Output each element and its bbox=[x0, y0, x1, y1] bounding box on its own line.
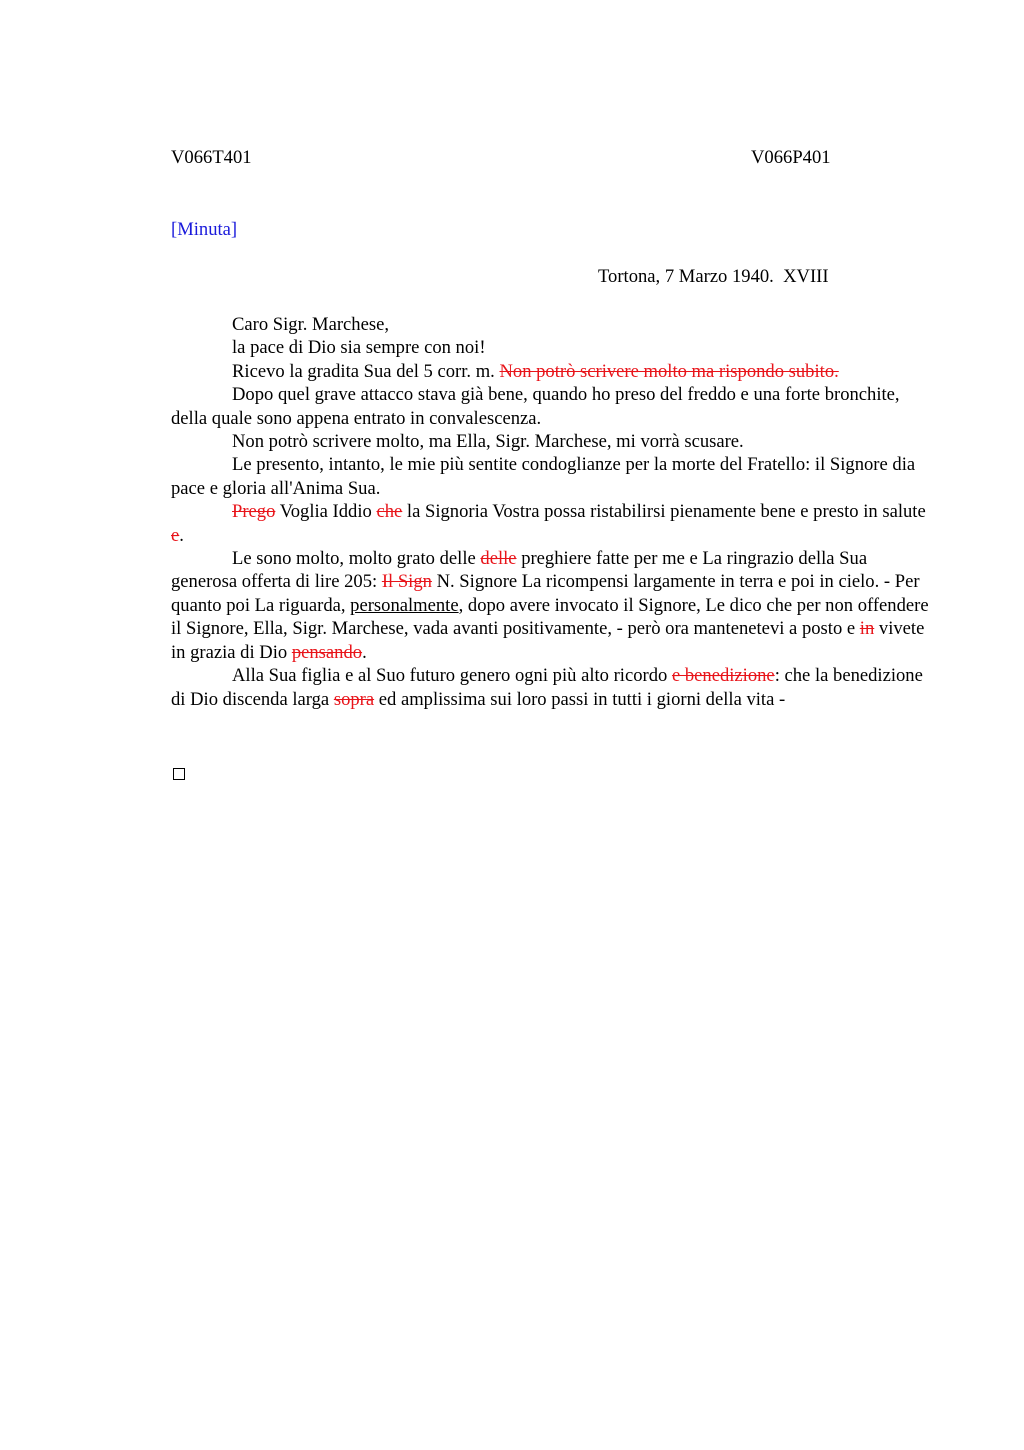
minuta-label: [Minuta] bbox=[171, 219, 238, 240]
text-segment: : che la benedizione di Dio discenda larga bbox=[171, 665, 923, 710]
deleted-text: Il Sign bbox=[381, 571, 432, 593]
text-segment: ed amplissima sui loro passi in tutti i giorni della vita - bbox=[374, 688, 786, 710]
paragraph-7 bbox=[171, 664, 931, 711]
salutation: Caro Sigr. Marchese, bbox=[232, 314, 389, 335]
deleted-text: e benedizione bbox=[671, 665, 775, 687]
text-segment: . bbox=[362, 641, 367, 663]
paragraph-2: Dopo quel grave attacco stava già bene, quando ho preso del freddo e una forte bronchite, della quale sono appena entrato in convalescenza. bbox=[171, 384, 900, 429]
letter-body bbox=[171, 313, 931, 711]
greeting: la pace di Dio sia sempre con noi! bbox=[232, 337, 486, 359]
text-segment: preghiere fatte per me e La ringrazio della Sua generosa offerta di lire 205: bbox=[171, 548, 868, 593]
place-date-line: Tortona, 7 Marzo 1940. XVIII bbox=[598, 266, 829, 287]
paragraph-5 bbox=[171, 500, 931, 547]
deleted-text: che bbox=[376, 501, 403, 523]
document-code-left: V066T401 bbox=[171, 147, 252, 168]
empty-square-icon bbox=[173, 768, 185, 780]
paragraph-6 bbox=[171, 547, 931, 664]
deleted-text: delle bbox=[480, 548, 517, 570]
deleted-text: pensando bbox=[291, 641, 363, 663]
document-code-right: V066P401 bbox=[751, 147, 831, 168]
text-segment: , dopo avere invocato il Signore, Le dico che per non offendere il Signore, Ella, Sigr. Marchese, vada avanti positivamente, - però ora mantenetevi a posto e bbox=[171, 594, 929, 640]
text-segment: Ricevo la gradita Sua del 5 corr. m. bbox=[232, 360, 500, 382]
text-segment: N. Signore La ricompensi largamente in terra e poi in cielo. - Per quanto poi La riguarda, bbox=[171, 571, 920, 616]
underlined-text: personalmente bbox=[350, 594, 459, 616]
paragraph-3: Non potrò scrivere molto, ma Ella, Sigr. Marchese, mi vorrà scusare. bbox=[232, 431, 744, 453]
deleted-text: e bbox=[171, 524, 180, 546]
deleted-text: Non potrò scrivere molto ma rispondo subito. bbox=[499, 360, 839, 382]
deleted-text: Prego bbox=[232, 501, 276, 523]
text-segment: vivete in grazia di Dio bbox=[171, 618, 925, 663]
text-segment: Voglia Iddio bbox=[275, 501, 377, 523]
deleted-text: sopra bbox=[333, 688, 375, 710]
text-segment: . bbox=[179, 524, 184, 546]
paragraph-1 bbox=[171, 360, 931, 383]
deleted-text: in bbox=[859, 618, 875, 640]
paragraph-4: Le presento, intanto, le mie più sentite condoglianze per la morte del Fratello: il Signore dia pace e gloria all'Anima Sua. bbox=[171, 454, 916, 499]
text-segment: Alla Sua figlia e al Suo futuro genero ogni più alto ricordo bbox=[232, 665, 672, 687]
text-segment: la Signoria Vostra possa ristabilirsi pienamente bene e presto in salute bbox=[402, 501, 926, 523]
text-segment: Le sono molto, molto grato delle bbox=[232, 548, 481, 570]
